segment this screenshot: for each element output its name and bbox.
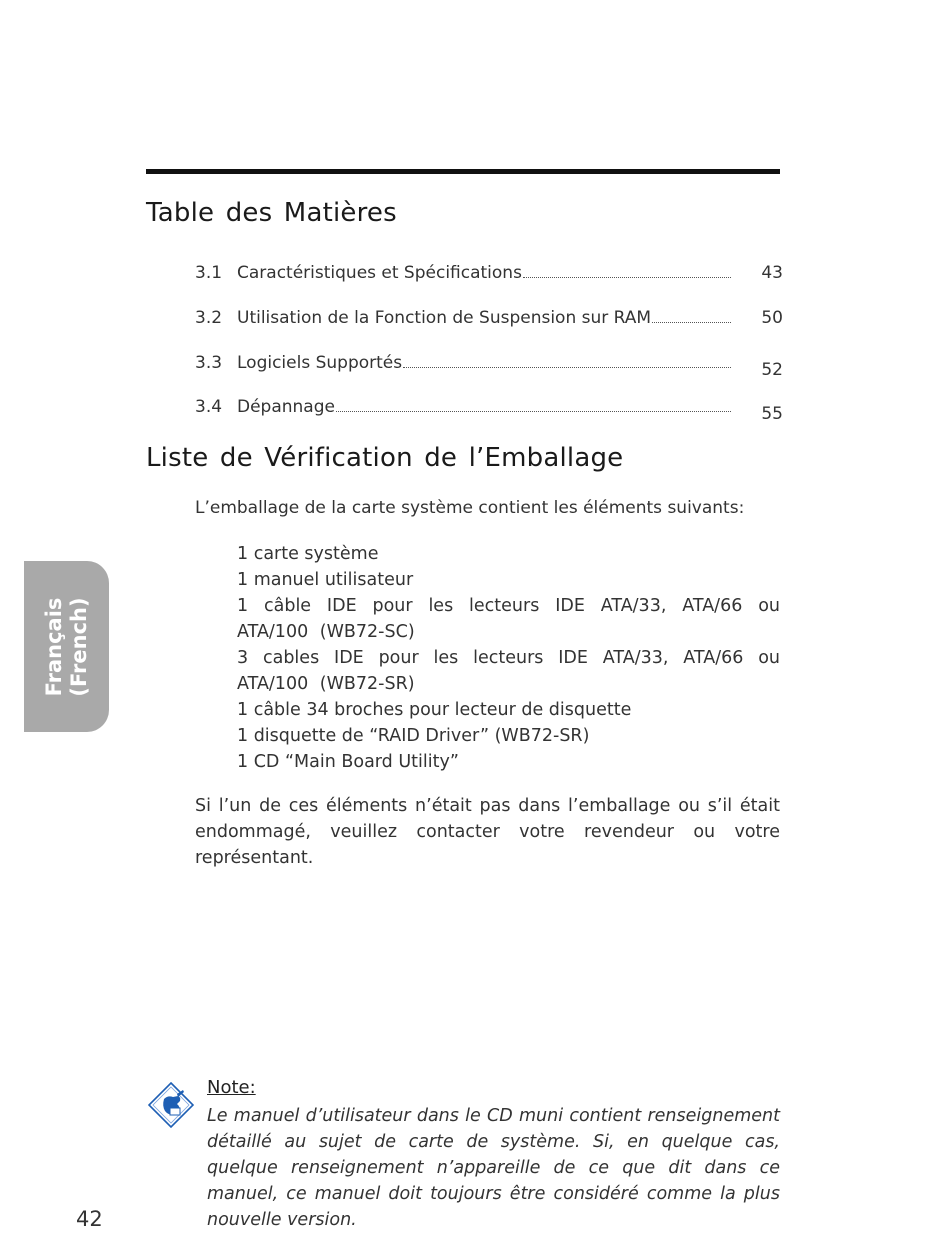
toc-entry-number: 3.1 [195, 263, 223, 283]
toc-entry-title: Dépannage [237, 397, 335, 417]
list-item: 1 disquette de “RAID Driver” (WB72-SR) [237, 726, 590, 746]
toc-leader [403, 353, 731, 368]
missing-items-warning: Si l’un de ces éléments n’était pas dans l’emballage ou s’il était endommagé, veuillez contacter votre revendeur ou votre représentant. [195, 796, 780, 868]
toc-entry[interactable] [195, 308, 783, 332]
list-item: 1 câble 34 broches pour lecteur de disquette [237, 700, 632, 720]
toc-entry-page: 50 [761, 308, 783, 328]
list-item: 1 manuel utilisateur [237, 570, 414, 590]
toc-entry-number: 3.3 [195, 353, 223, 373]
toc-leader [523, 263, 731, 278]
page-number: 42 [76, 1207, 103, 1231]
note-body: Le manuel d’utilisateur dans le CD muni contient renseignement détaillé au sujet de carte de système. Si, en quelque cas, quelque renseignement n’appareille de ce que dit dans ce manuel, ce manuel doit toujours être considéré comme la plus nouvelle version. [207, 1106, 780, 1230]
toc-entry[interactable] [195, 353, 783, 380]
list-item: 1 câble IDE pour les lecteurs IDE ATA/33, ATA/66 ou ATA/100 (WB72-SC) [237, 596, 780, 642]
toc-entry-title: Caractéristiques et Spécifications [237, 263, 522, 283]
list-item: 1 carte système [237, 544, 379, 564]
toc-entry-page: 43 [761, 263, 783, 283]
top-rule [146, 169, 780, 174]
toc-entry-number: 3.4 [195, 397, 223, 417]
toc-entry-number: 3.2 [195, 308, 223, 328]
toc-heading: Table des Matières [146, 198, 397, 228]
side-tab-language-english: (French) [66, 596, 91, 697]
toc-entry[interactable] [195, 397, 783, 424]
toc-entry-title: Logiciels Supportés [237, 353, 403, 373]
side-tab-language: Français [41, 597, 66, 696]
toc-entry[interactable] [195, 263, 783, 287]
toc-leader [652, 308, 731, 323]
toc-leader [336, 397, 731, 412]
toc-entry-title: Utilisation de la Fonction de Suspension sur RAM [237, 308, 652, 328]
note-title: Note: [207, 1077, 256, 1098]
packing-intro: L’emballage de la carte système contient les éléments suivants: [195, 498, 745, 518]
note-icon [148, 1082, 194, 1128]
toc-entry-page: 55 [761, 404, 783, 424]
packing-list [237, 541, 780, 775]
list-item: 3 cables IDE pour les lecteurs IDE ATA/33, ATA/66 ou ATA/100 (WB72-SR) [237, 648, 780, 694]
language-side-tab [24, 561, 109, 732]
packing-heading: Liste de Vérification de l’Emballage [146, 443, 624, 473]
toc-entry-page: 52 [761, 360, 783, 380]
list-item: 1 CD “Main Board Utility” [237, 752, 459, 772]
